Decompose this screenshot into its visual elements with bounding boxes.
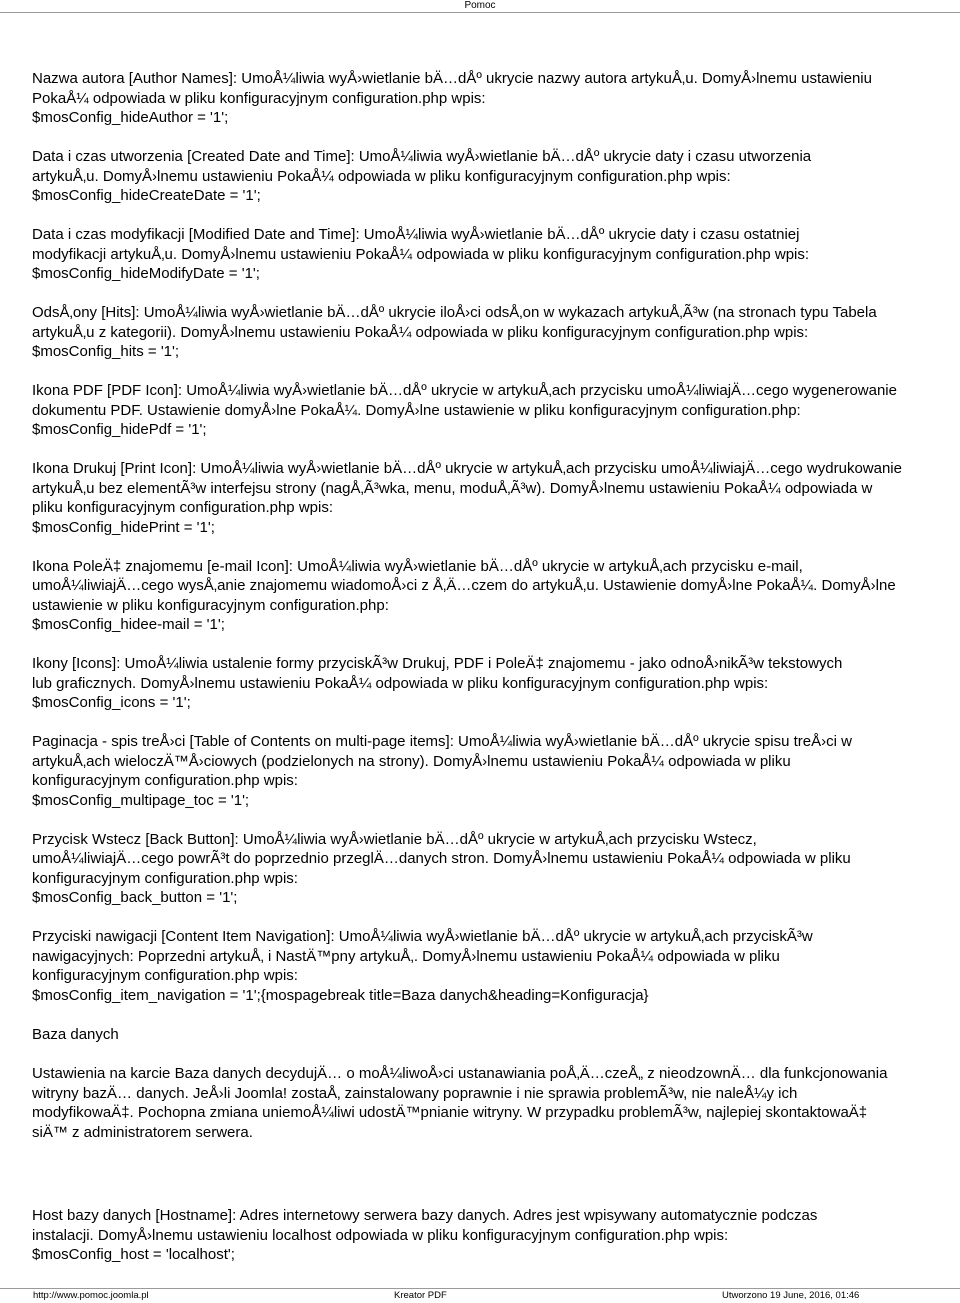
section-heading: Baza danych xyxy=(32,1025,119,1043)
paragraph-line: modyfikacji artykuÅ‚u. DomyÅ›lnemu ustawieniu PokaÅ¼ odpowiada w pliku konfiguracyjnym configuration.php wpis: xyxy=(32,245,810,263)
paragraph-line: pliku konfiguracyjnym configuration.php wpis: xyxy=(32,499,333,516)
paragraph-line: konfiguracyjnym configuration.php wpis: xyxy=(32,869,298,887)
page-header-title: Pomoc xyxy=(464,0,496,11)
paragraph-line: $mosConfig_hideModifyDate = '1'; xyxy=(32,265,260,282)
paragraph-line: modyfikowaÄ‡. Pochopna zmiana uniemoÅ¼liwi udostÄ™pnianie witryny. W przypadku problemÃ³w, najlepiej skontaktowaÄ‡ xyxy=(32,1104,868,1121)
paragraph-line: Przyciski nawigacji [Content Item Navigation]: UmoÅ¼liwia wyÅ›wietlanie bÄ…dÅº ukrycie w artykuÅ‚ach przyciskÃ³w xyxy=(32,928,813,945)
footer-created-date: Utworzono 19 June, 2016, 01:46 xyxy=(722,1290,860,1301)
database-intro-paragraph xyxy=(32,1064,960,1142)
settings-paragraph xyxy=(32,225,960,284)
paragraph-line: artykuÅ‚u bez elementÃ³w interfejsu strony (nagÅ‚Ã³wka, menu, moduÅ‚Ã³w). DomyÅ›lnemu ustawieniu PokaÅ¼ odpowiada w xyxy=(32,479,873,497)
settings-paragraph xyxy=(32,69,960,128)
paragraph-line: $mosConfig_multipage_toc = '1'; xyxy=(32,791,250,809)
paragraph-line: umoÅ¼liwiajÄ…cego powrÃ³t do poprzednio przeglÄ…danych stron. DomyÅ›lnemu ustawieniu PokaÅ¼ odpowiada w pliku xyxy=(32,850,851,867)
paragraph-line: $mosConfig_hits = '1'; xyxy=(32,343,180,360)
paragraph-line: Ikona PDF [PDF Icon]: UmoÅ¼liwia wyÅ›wietlanie bÄ…dÅº ukrycie w artykuÅ‚ach przycisku umoÅ¼liwiajÄ…cego wygenerowanie xyxy=(32,382,897,399)
paragraph-line: $mosConfig_icons = '1'; xyxy=(32,694,191,711)
paragraph-line: OdsÅ‚ony [Hits]: UmoÅ¼liwia wyÅ›wietlanie bÄ…dÅº ukrycie iloÅ›ci odsÅ‚on w wykazach artykuÅ‚Ã³w (na stronach typu Tabela xyxy=(32,304,877,321)
paragraph-line: konfiguracyjnym configuration.php wpis: xyxy=(32,967,298,984)
settings-paragraph xyxy=(32,927,960,1005)
paragraph-line: Ustawienia na karcie Baza danych decydujÄ… o moÅ¼liwoÅ›ci ustanawiania poÅ‚Ä…czeÅ„ z nieodzownÄ… dla funkcjonowania xyxy=(32,1065,888,1082)
paragraph-line: $mosConfig_item_navigation = '1';{mospagebreak title=Baza danych&heading=Konfiguracja} xyxy=(32,986,649,1004)
paragraph-line: nawigacyjnych: Poprzedni artykuÅ‚ i NastÄ™pny artykuÅ‚. DomyÅ›lnemu ustawieniu PokaÅ¼ odpowiada w pliku xyxy=(32,947,780,965)
hostname-paragraph xyxy=(32,1206,960,1265)
paragraph-line: Host bazy danych [Hostname]: Adres internetowy serwera bazy danych. Adres jest wpisywany automatycznie podczas xyxy=(32,1207,818,1224)
paragraph-line: Nazwa autora [Author Names]: UmoÅ¼liwia wyÅ›wietlanie bÄ…dÅº ukrycie nazwy autora artykuÅ‚u. DomyÅ›lnemu ustawieniu xyxy=(32,70,872,87)
settings-paragraph xyxy=(32,557,960,635)
paragraph-line: Data i czas utworzenia [Created Date and Time]: UmoÅ¼liwia wyÅ›wietlanie bÄ…dÅº ukrycie daty i czasu utworzenia xyxy=(32,148,812,165)
footer-divider xyxy=(0,1288,960,1289)
paragraph-line: Przycisk Wstecz [Back Button]: UmoÅ¼liwia wyÅ›wietlanie bÄ…dÅº ukrycie w artykuÅ‚ach przycisku Wstecz, xyxy=(32,830,757,848)
paragraph-line: Ikona Drukuj [Print Icon]: UmoÅ¼liwia wyÅ›wietlanie bÄ…dÅº ukrycie w artykuÅ‚ach przycisku umoÅ¼liwiajÄ…cego wydrukowanie xyxy=(32,460,902,477)
settings-paragraph xyxy=(32,459,960,537)
paragraph-line: witryny bazÄ… danych. JeÅ›li Joomla! zostaÅ‚ zainstalowany poprawnie i nie sprawia problemÃ³w, nie naleÅ¼y ich xyxy=(32,1084,798,1102)
paragraph-line: artykuÅ‚u z kategorii). DomyÅ›lnemu ustawieniu PokaÅ¼ odpowiada w pliku konfiguracyjnym configuration.php wpis: xyxy=(32,323,809,341)
paragraph-line: PokaÅ¼ odpowiada w pliku konfiguracyjnym configuration.php wpis: xyxy=(32,89,486,107)
paragraph-line: $mosConfig_hideAuthor = '1'; xyxy=(32,109,229,126)
settings-paragraph xyxy=(32,381,960,440)
settings-paragraph xyxy=(32,303,960,362)
settings-paragraph xyxy=(32,654,960,713)
paragraph-line: siÄ™ z administratorem serwera. xyxy=(32,1123,253,1141)
paragraph-line: konfiguracyjnym configuration.php wpis: xyxy=(32,772,298,789)
paragraph-line: dokumentu PDF. Ustawienie domyÅ›lne PokaÅ¼. DomyÅ›lne ustawienie w pliku konfiguracyjnym configuration.php: xyxy=(32,401,801,419)
settings-paragraph xyxy=(32,732,960,810)
paragraph-line: Data i czas modyfikacji [Modified Date and Time]: UmoÅ¼liwia wyÅ›wietlanie bÄ…dÅº ukrycie daty i czasu ostatniej xyxy=(32,226,800,243)
settings-paragraph xyxy=(32,830,960,908)
paragraph-line: lub graficznych. DomyÅ›lnemu ustawieniu PokaÅ¼ odpowiada w pliku konfiguracyjnym configuration.php wpis: xyxy=(32,674,769,692)
paragraph-line: $mosConfig_host = 'localhost'; xyxy=(32,1246,235,1263)
paragraph-line: artykuÅ‚u. DomyÅ›lnemu ustawieniu PokaÅ¼ odpowiada w pliku konfiguracyjnym configuration.php wpis: xyxy=(32,167,731,185)
paragraph-line: ustawienie w pliku konfiguracyjnym configuration.php: xyxy=(32,596,389,614)
footer-site-url[interactable]: http://www.pomoc.joomla.pl xyxy=(33,1290,149,1301)
settings-paragraph xyxy=(32,147,960,206)
footer-generator: Kreator PDF xyxy=(394,1290,447,1301)
paragraph-line: instalacji. DomyÅ›lnemu ustawieniu localhost odpowiada w pliku konfiguracyjnym configuration.php wpis: xyxy=(32,1226,729,1244)
paragraph-line: Paginacja - spis treÅ›ci [Table of Contents on multi-page items]: UmoÅ¼liwia wyÅ›wietlanie bÄ…dÅº ukrycie spisu treÅ›ci w xyxy=(32,733,852,750)
paragraph-line: umoÅ¼liwiajÄ…cego wysÅ‚anie znajomemu wiadomoÅ›ci z Å‚Ä…czem do artykuÅ‚u. Ustawienie domyÅ›lne PokaÅ¼. DomyÅ›lne xyxy=(32,577,896,594)
paragraph-line: $mosConfig_hidee-mail = '1'; xyxy=(32,616,225,633)
paragraph-line: $mosConfig_hidePdf = '1'; xyxy=(32,421,207,438)
paragraph-line: $mosConfig_hidePrint = '1'; xyxy=(32,518,215,536)
document-body xyxy=(32,69,960,1274)
header-divider xyxy=(0,12,960,13)
settings-paragraphs xyxy=(32,69,960,1005)
paragraph-line: artykuÅ‚ach wieloczÄ™Å›ciowych (podzielonych na strony). DomyÅ›lnemu ustawieniu PokaÅ¼ odpowiada w pliku xyxy=(32,752,791,770)
paragraph-line: Ikona PoleÄ‡ znajomemu [e-mail Icon]: UmoÅ¼liwia wyÅ›wietlanie bÄ…dÅº ukrycie w artykuÅ‚ach przycisku e-mail, xyxy=(32,557,803,575)
paragraph-line: $mosConfig_hideCreateDate = '1'; xyxy=(32,187,261,204)
paragraph-line: Ikony [Icons]: UmoÅ¼liwia ustalenie formy przyciskÃ³w Drukuj, PDF i PoleÄ‡ znajomemu - jako odnoÅ›nikÃ³w tekstowych xyxy=(32,655,843,672)
paragraph-line: $mosConfig_back_button = '1'; xyxy=(32,889,238,906)
